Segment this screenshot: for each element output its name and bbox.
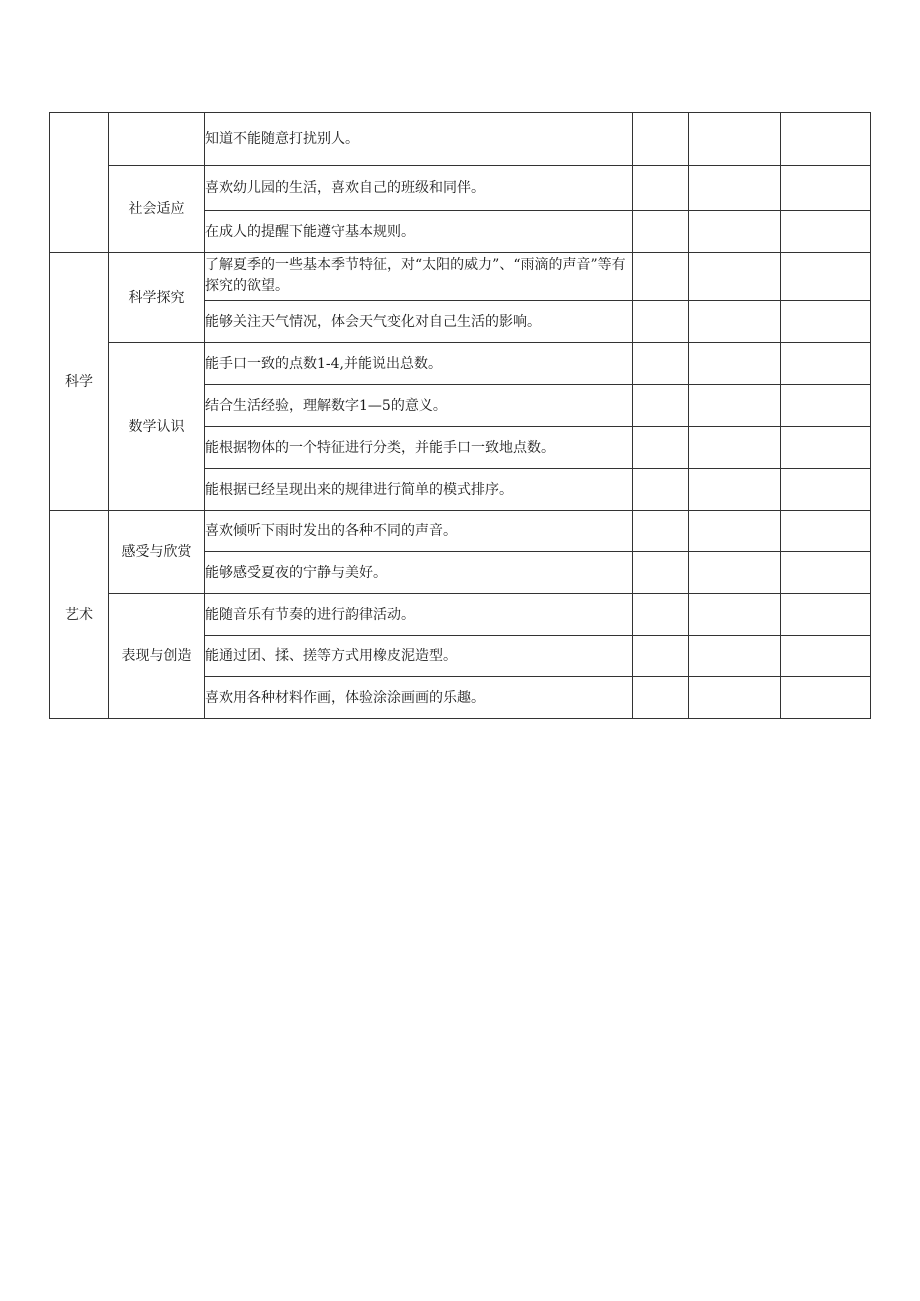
goal-cell: 能够关注天气情况，体会天气变化对自己生活的影响。	[205, 301, 633, 343]
goal-cell: 能通过团、揉、搓等方式用橡皮泥造型。	[205, 636, 633, 677]
table-row	[50, 253, 871, 301]
rating-cell-a[interactable]	[633, 469, 689, 511]
rating-cell-b[interactable]	[689, 343, 781, 385]
rating-cell-b[interactable]	[689, 301, 781, 343]
rating-cell-a[interactable]	[633, 385, 689, 427]
subdomain-art-express: 表现与创造	[109, 594, 205, 719]
rating-cell-b[interactable]	[689, 469, 781, 511]
goal-cell: 知道不能随意打扰别人。	[205, 113, 633, 166]
goal-cell: 能手口一致的点数1-4,并能说出总数。	[205, 343, 633, 385]
rating-cell-a[interactable]	[633, 301, 689, 343]
rating-cell-b[interactable]	[689, 511, 781, 552]
domain-science-cell: 科学	[50, 253, 109, 511]
table-row	[50, 511, 871, 552]
rating-cell-b[interactable]	[689, 211, 781, 253]
rating-cell-b[interactable]	[689, 552, 781, 594]
rating-cell-b[interactable]	[689, 166, 781, 211]
goal-cell: 喜欢倾听下雨时发出的各种不同的声音。	[205, 511, 633, 552]
rating-cell-c[interactable]	[781, 166, 871, 211]
goal-cell: 能根据物体的一个特征进行分类，并能手口一致地点数。	[205, 427, 633, 469]
rating-cell-a[interactable]	[633, 427, 689, 469]
rating-cell-c[interactable]	[781, 552, 871, 594]
rating-cell-c[interactable]	[781, 677, 871, 719]
domain-art-cell: 艺术	[50, 511, 109, 719]
rating-cell-a[interactable]	[633, 343, 689, 385]
goal-cell: 结合生活经验，理解数字1—5的意义。	[205, 385, 633, 427]
rating-cell-a[interactable]	[633, 594, 689, 636]
rating-cell-a[interactable]	[633, 636, 689, 677]
rating-cell-c[interactable]	[781, 594, 871, 636]
table-row	[50, 166, 871, 211]
evaluation-table	[49, 112, 871, 719]
goal-cell: 喜欢幼儿园的生活，喜欢自己的班级和同伴。	[205, 166, 633, 211]
domain-social-cell	[50, 113, 109, 253]
rating-cell-c[interactable]	[781, 427, 871, 469]
rating-cell-c[interactable]	[781, 511, 871, 552]
rating-cell-b[interactable]	[689, 677, 781, 719]
rating-cell-a[interactable]	[633, 113, 689, 166]
subdomain-math: 数学认识	[109, 343, 205, 511]
subdomain-blank-cell	[109, 113, 205, 166]
rating-cell-a[interactable]	[633, 253, 689, 301]
subdomain-science-explore: 科学探究	[109, 253, 205, 343]
rating-cell-c[interactable]	[781, 385, 871, 427]
goal-cell: 在成人的提醒下能遵守基本规则。	[205, 211, 633, 253]
rating-cell-b[interactable]	[689, 385, 781, 427]
rating-cell-b[interactable]	[689, 427, 781, 469]
rating-cell-b[interactable]	[689, 594, 781, 636]
rating-cell-b[interactable]	[689, 636, 781, 677]
rating-cell-c[interactable]	[781, 253, 871, 301]
rating-cell-b[interactable]	[689, 253, 781, 301]
table-row	[50, 343, 871, 385]
subdomain-art-appreciate: 感受与欣赏	[109, 511, 205, 594]
rating-cell-a[interactable]	[633, 677, 689, 719]
goal-cell: 了解夏季的一些基本季节特征，对“太阳的威力”、“雨滴的声音”等有探究的欲望。	[205, 253, 633, 301]
rating-cell-c[interactable]	[781, 211, 871, 253]
rating-cell-c[interactable]	[781, 301, 871, 343]
rating-cell-a[interactable]	[633, 511, 689, 552]
goal-cell: 能够感受夏夜的宁静与美好。	[205, 552, 633, 594]
table-row	[50, 594, 871, 636]
rating-cell-c[interactable]	[781, 469, 871, 511]
rating-cell-c[interactable]	[781, 636, 871, 677]
goal-cell: 能根据已经呈现出来的规律进行简单的模式排序。	[205, 469, 633, 511]
rating-cell-c[interactable]	[781, 113, 871, 166]
rating-cell-a[interactable]	[633, 166, 689, 211]
subdomain-social-adapt: 社会适应	[109, 166, 205, 253]
rating-cell-b[interactable]	[689, 113, 781, 166]
goal-cell: 喜欢用各种材料作画，体验涂涂画画的乐趣。	[205, 677, 633, 719]
goal-cell: 能随音乐有节奏的进行韵律活动。	[205, 594, 633, 636]
rating-cell-a[interactable]	[633, 211, 689, 253]
rating-cell-a[interactable]	[633, 552, 689, 594]
rating-cell-c[interactable]	[781, 343, 871, 385]
table-row	[50, 113, 871, 166]
